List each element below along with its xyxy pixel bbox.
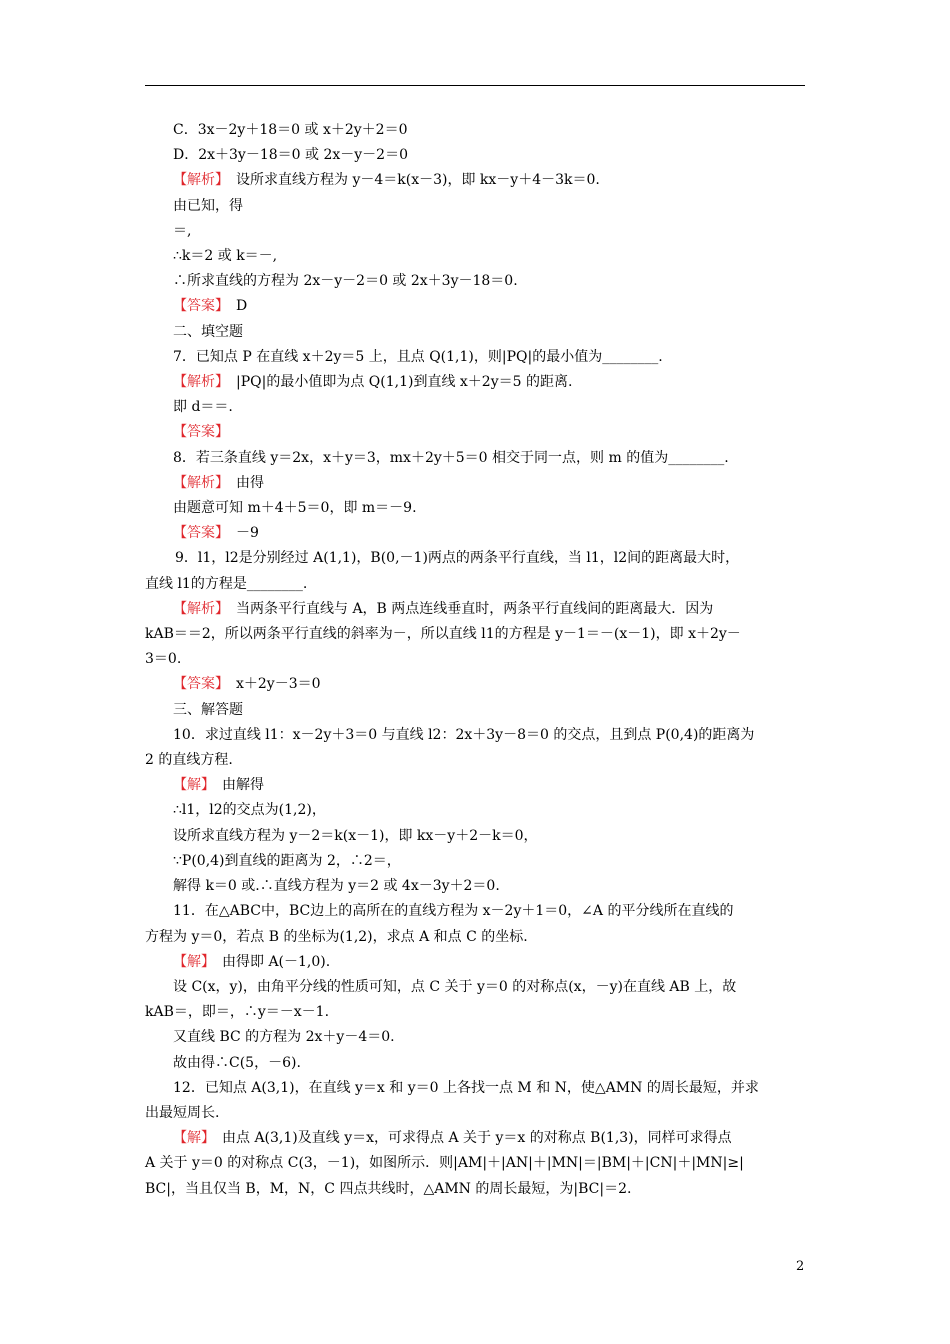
line-text: 出最短周长.	[145, 1104, 220, 1121]
line-text: ＝,	[173, 222, 192, 239]
text-line	[145, 269, 810, 294]
text-line	[145, 446, 810, 471]
document-body	[145, 118, 810, 1202]
line-text: x＋2y－3＝0	[222, 676, 321, 693]
line-text: 二、填空题	[173, 323, 243, 340]
line-text: 10．求过直线 l1：x－2y＋3＝0 与直线 l2：2x＋3y－8＝0 的交点，且到点 P(0,4)的距离为	[173, 726, 755, 743]
line-text: 设 C(x，y)，由角平分线的性质可知，点 C 关于 y＝0 的对称点(x，－y)在直线 AB 上，故	[173, 978, 737, 995]
text-line	[145, 244, 810, 269]
line-text: －9	[222, 525, 259, 542]
answer-label: 【答案】	[173, 298, 222, 315]
answer-label: 【答案】	[173, 676, 222, 693]
line-text: 2 的直线方程.	[145, 752, 233, 769]
line-text: 由题意可知 m＋4＋5＝0，即 m＝－9.	[173, 500, 417, 517]
text-line	[145, 874, 810, 899]
line-text: ∴l1，l2的交点为(1,2)，	[173, 802, 326, 819]
text-line	[145, 925, 810, 950]
text-line	[145, 219, 810, 244]
text-line	[145, 698, 810, 723]
line-text: 三、解答题	[173, 701, 243, 718]
text-line	[145, 1126, 810, 1151]
text-line	[145, 320, 810, 345]
line-text: 设所求直线方程为 y－4＝k(x－3)，即 kx－y＋4－3k＝0.	[222, 172, 600, 189]
line-text: 7．已知点 P 在直线 x＋2y＝5 上，且点 Q(1,1)，则|PQ|的最小值为________.	[173, 348, 663, 365]
text-line	[145, 294, 810, 319]
line-text: kAB＝，即＝，∴y＝－x－1.	[145, 1004, 330, 1021]
line-text: 故由得∴C(5，－6).	[173, 1054, 301, 1071]
text-line	[145, 723, 810, 748]
text-line	[145, 899, 810, 924]
line-text: 设所求直线方程为 y－2＝k(x－1)，即 kx－y＋2－k＝0，	[173, 827, 538, 844]
text-line	[145, 773, 810, 798]
text-line	[145, 1025, 810, 1050]
line-text: ∵P(0,4)到直线的距离为 2，∴2＝，	[173, 852, 401, 869]
text-line	[145, 798, 810, 823]
line-text: 即 d＝＝.	[173, 399, 233, 416]
answer-label: 【解析】	[173, 474, 222, 491]
line-text: 9．l1，l2是分别经过 A(1,1)，B(0,－1)两点的两条平行直线，当 l1，l2间的距离最大时，	[175, 550, 740, 567]
text-line	[145, 1151, 810, 1176]
text-line	[145, 1177, 810, 1202]
line-text: ∴所求直线的方程为 2x－y－2＝0 或 2x＋3y－18＝0.	[173, 273, 518, 290]
text-line	[145, 1051, 810, 1076]
text-line	[145, 1000, 810, 1025]
text-line	[145, 647, 810, 672]
text-line	[145, 395, 810, 420]
line-text: 当两条平行直线与 A，B 两点连线垂直时，两条平行直线间的距离最大．因为	[222, 600, 714, 617]
text-line	[145, 672, 810, 697]
answer-label: 【答案】	[173, 424, 229, 441]
line-text: 由解得	[208, 777, 264, 794]
text-line	[145, 1076, 810, 1101]
text-line	[145, 622, 810, 647]
text-line	[145, 345, 810, 370]
line-text: 由得即 A(－1,0).	[208, 953, 331, 970]
text-line	[145, 143, 810, 168]
line-text: kAB＝＝2，所以两条平行直线的斜率为－，所以直线 l1的方程是 y－1＝－(x－1)，即 x＋2y－	[145, 626, 741, 643]
answer-label: 【解析】	[173, 600, 222, 617]
line-text: C．3x－2y＋18＝0 或 x＋2y＋2＝0	[173, 122, 408, 138]
line-text: 11．在△ABC中，BC边上的高所在的直线方程为 x－2y＋1＝0，∠A 的平分线所在直线的	[173, 903, 734, 920]
text-line	[145, 370, 810, 395]
text-line	[145, 194, 810, 219]
line-text: 由点 A(3,1)及直线 y＝x，可求得点 A 关于 y＝x 的对称点 B(1,3)，同样可求得点	[208, 1130, 732, 1147]
line-text: ∴k＝2 或 k＝－,	[173, 248, 278, 265]
line-text: 由已知，得	[173, 197, 243, 214]
header-rule	[145, 85, 805, 86]
text-line	[145, 950, 810, 975]
text-line	[145, 975, 810, 1000]
page-number: 2	[796, 1259, 805, 1274]
text-line	[145, 572, 810, 597]
text-line	[145, 748, 810, 773]
line-text: 12．已知点 A(3,1)，在直线 y＝x 和 y＝0 上各找一点 M 和 N，使△AMN 的周长最短，并求	[173, 1079, 759, 1096]
answer-label: 【解析】	[173, 172, 222, 189]
text-line	[145, 420, 810, 445]
answer-label: 【解】	[173, 1130, 208, 1147]
line-text: A 关于 y＝0 的对称点 C(3，－1)，如图所示．则|AM|＋|AN|＋|MN|＝|BM|＋|CN|＋|MN|≥|	[145, 1155, 744, 1172]
line-text: 解得 k＝0 或.∴直线方程为 y＝2 或 4x－3y＋2＝0.	[173, 878, 500, 895]
text-line	[145, 849, 810, 874]
answer-label: 【解】	[173, 777, 208, 794]
text-line	[145, 824, 810, 849]
text-line	[145, 1101, 810, 1126]
line-text: BC|，当且仅当 B，M，N，C 四点共线时，△AMN 的周长最短，为|BC|＝2.	[145, 1180, 632, 1197]
line-text: 由得	[222, 474, 264, 491]
answer-label: 【解】	[173, 953, 208, 970]
line-text: D	[222, 298, 248, 315]
text-line	[145, 546, 810, 571]
line-text: D．2x＋3y－18＝0 或 2x－y－2＝0	[173, 147, 408, 164]
line-text: 8．若三条直线 y＝2x，x＋y＝3，mx＋2y＋5＝0 相交于同一点，则 m 的值为________.	[173, 449, 729, 466]
line-text: |PQ|的最小值即为点 Q(1,1)到直线 x＋2y＝5 的距离.	[222, 374, 573, 391]
answer-label: 【答案】	[173, 525, 222, 542]
line-text: 直线 l1的方程是________.	[145, 575, 308, 592]
text-line	[145, 597, 810, 622]
text-line	[145, 521, 810, 546]
line-text: 又直线 BC 的方程为 2x＋y－4＝0.	[173, 1029, 395, 1046]
line-text: 3＝0.	[145, 651, 182, 668]
text-line	[145, 118, 810, 143]
answer-label: 【解析】	[173, 374, 222, 391]
text-line	[145, 168, 810, 193]
text-line	[145, 471, 810, 496]
line-text: 方程为 y＝0，若点 B 的坐标为(1,2)，求点 A 和点 C 的坐标.	[145, 928, 528, 945]
text-line	[145, 496, 810, 521]
